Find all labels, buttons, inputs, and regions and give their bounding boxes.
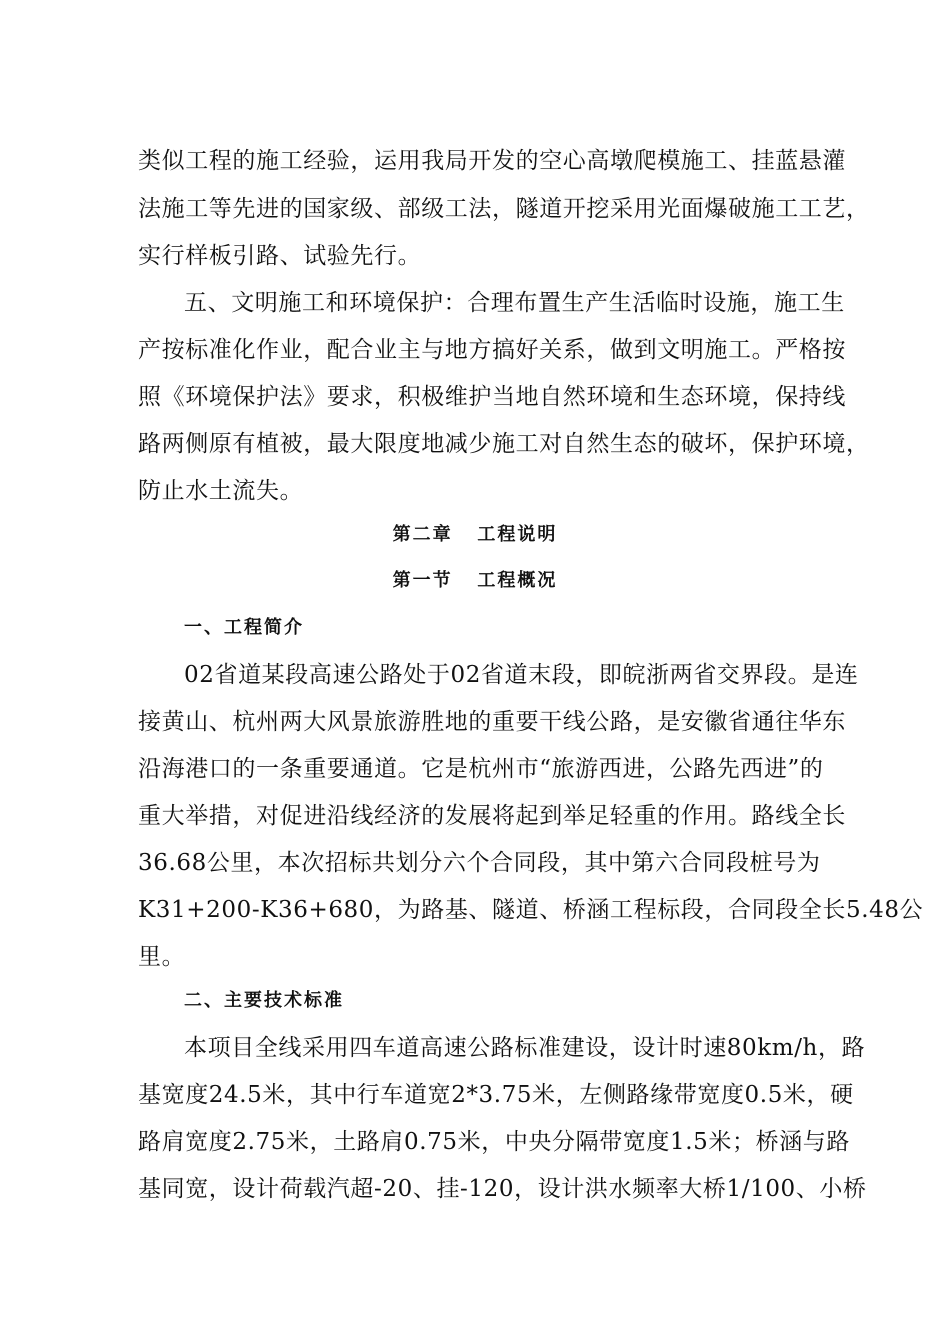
paragraph-line: 里。 [138,944,186,970]
paragraph-line: 基同宽，设计荷载汽超-20、挂-120，设计洪水频率大桥1/100、小桥 [138,1176,867,1202]
paragraph-line: 五、文明施工和环境保护：合理布置生产生活临时设施，施工生 [184,290,845,316]
chapter-heading: 第二章 工程说明 [392,524,558,545]
paragraph-line: 照《环境保护法》要求，积极维护当地自然环境和生态环境，保持线 [138,384,846,410]
section-heading: 第一节 工程概况 [392,570,558,591]
paragraph-line: 实行样板引路、试验先行。 [138,243,422,269]
paragraph-line: 接黄山、杭州两大风景旅游胜地的重要干线公路，是安徽省通往华东 [138,709,846,735]
paragraph-line: 路两侧原有植被，最大限度地减少施工对自然生态的破坏，保护环境， [138,431,870,457]
paragraph-line: 本项目全线采用四车道高速公路标准建设，设计时速80km/h，路 [184,1035,866,1061]
paragraph-line: 基宽度24.5米，其中行车道宽2*3.75米，左侧路缘带宽度0.5米，硬 [138,1082,854,1108]
paragraph-line: 重大举措，对促进沿线经济的发展将起到举足轻重的作用。路线全长 [138,803,846,829]
paragraph-line: 产按标准化作业，配合业主与地方搞好关系，做到文明施工。严格按 [138,337,846,363]
paragraph-line: 法施工等先进的国家级、部级工法，隧道开挖采用光面爆破施工工艺， [138,196,870,222]
paragraph-line: 沿海港口的一条重要通道。它是杭州市“旅游西进，公路先西进”的 [138,756,824,782]
paragraph-line: 路肩宽度2.75米，土路肩0.75米，中央分隔带宽度1.5米；桥涵与路 [138,1129,850,1155]
subsection-heading: 一、工程简介 [184,617,304,638]
paragraph-line: 36.68公里，本次招标共划分六个合同段，其中第六合同段桩号为 [138,850,821,876]
paragraph-line: K31+200-K36+680，为路基、隧道、桥涵工程标段，合同段全长5.48公 [138,897,924,923]
paragraph-line: 防止水土流失。 [138,478,304,504]
subsection-heading: 二、主要技术标准 [184,990,344,1011]
paragraph-line: 类似工程的施工经验，运用我局开发的空心高墩爬模施工、挂蓝悬灌 [138,148,846,174]
paragraph-line: 02省道某段高速公路处于02省道末段，即皖浙两省交界段。是连 [184,662,859,688]
